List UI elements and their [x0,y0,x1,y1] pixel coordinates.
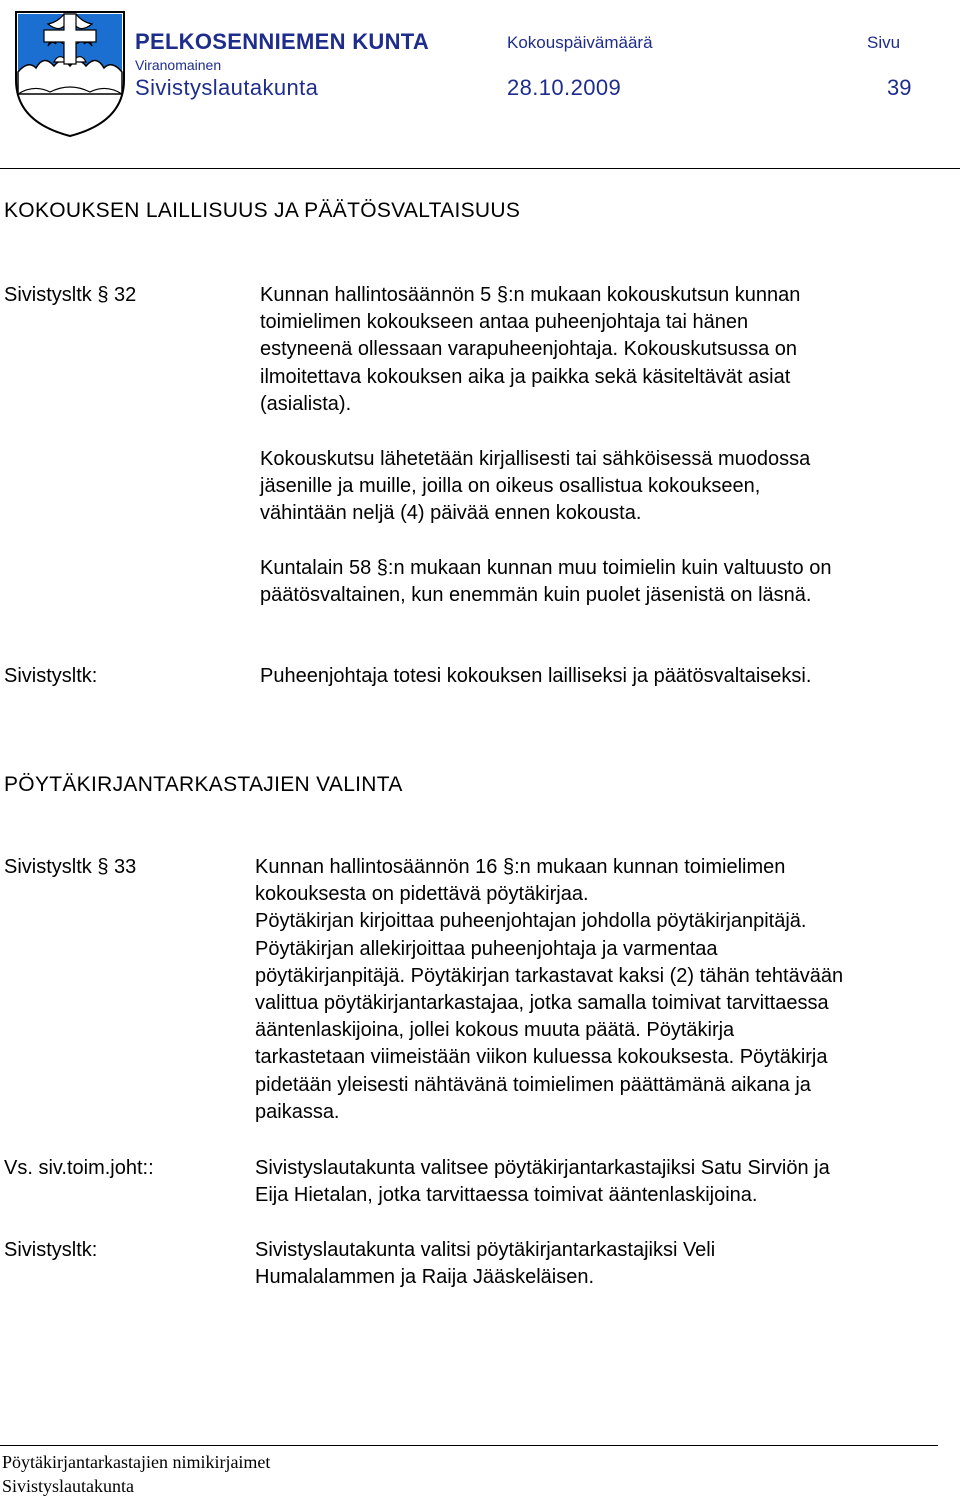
text-line: toimielimen kokoukseen antaa puheenjohtaja tai hänen [260,311,749,334]
meeting-date: 28.10.2009 [507,75,622,100]
meeting-date-label: Kokouspäivämäärä [507,33,653,52]
decision-text-33 [255,1237,955,1291]
page-label: Sivu [867,33,901,52]
item-32-paragraph-2 [260,446,960,528]
board-name: Sivistyslautakunta [135,75,319,100]
text-line: Sivistyslautakunta valitsee pöytäkirjantarkastajiksi Satu Sirviön ja [255,1157,830,1179]
text-line: pöytäkirjanpitäjä. Pöytäkirjan tarkastavat kaksi (2) tähän tehtävään [255,964,844,987]
text-line: Pöytäkirjan kirjoittaa puheenjohtajan johdolla pöytäkirjanpitäjä. [255,910,807,933]
authority-label: Viranomainen [135,57,222,73]
text-line: valittua pöytäkirjantarkastajaa, jotka samalla toimivat tarvittaessa [255,992,829,1015]
text-line: Sivistyslautakunta valitsi pöytäkirjantarkastajiksi Veli [255,1239,716,1261]
footer-board-name: Sivistyslautakunta [2,1476,134,1496]
text-line: (asialista). [260,392,352,415]
text-line: estyneenä ollessaan varapuheenjohtaja. Kokouskutsussa on [260,338,798,361]
organization-name: PELKOSENNIEMEN KUNTA [135,29,430,54]
header-divider [0,168,960,169]
text-line: kokouksesta on pidettävä pöytäkirjaa. [255,883,589,906]
item-label-33: Sivistysltk § 33 [4,856,137,878]
text-line: Humalalammen ja Raija Jääskeläisen. [255,1266,595,1289]
text-line: päätösvaltainen, kun enemmän kuin puolet jäsenistä on läsnä. [260,584,812,607]
decision-label-33: Sivistysltk: [4,1239,98,1261]
item-32-paragraph-3 [260,555,960,609]
page-number: 39 [887,75,912,100]
text-line: pidetään yleisesti nähtävänä toimielimen päättämänä aikana ja [255,1073,811,1096]
proposal-label: Vs. siv.toim.joht:: [4,1157,154,1179]
decision-text-32: Puheenjohtaja totesi kokouksen lailliseksi ja päätösvaltaiseksi. [260,665,812,687]
section-heading-inspectors: PÖYTÄKIRJANTARKASTAJIEN VALINTA [4,773,403,796]
coat-of-arms-icon [14,10,126,138]
proposal-text [255,1155,955,1209]
text-line: Pöytäkirjan allekirjoittaa puheenjohtaja ja varmentaa [255,937,718,960]
text-line: paikassa. [255,1100,340,1123]
text-line: Kuntalain 58 §:n mukaan kunnan muu toimielin kuin valtuusto on [260,557,832,579]
item-33-paragraph [255,854,955,1126]
item-32-paragraph-1 [260,282,960,418]
text-line: ilmoitettava kokouksen aika ja paikka sekä käsiteltävät asiat [260,365,791,388]
text-line: Kunnan hallintosäännön 5 §:n mukaan kokouskutsun kunnan [260,284,801,306]
text-line: tarkastetaan viimeistään viikon kuluessa kokouksesta. Pöytäkirja [255,1046,828,1069]
text-line: ääntenlaskijoina, jollei kokous muuta päätä. Pöytäkirja [255,1019,735,1042]
text-line: Eija Hietalan, jotka tarvittaessa toimivat ääntenlaskijoina. [255,1184,758,1207]
text-line: jäsenille ja muille, joilla on oikeus osallistua kokoukseen, [260,475,761,498]
text-line: vähintään neljä (4) päivää ennen kokousta. [260,502,642,525]
item-label-32: Sivistysltk § 32 [4,284,137,306]
footer-signature-line [0,1445,938,1446]
decision-label-32: Sivistysltk: [4,665,98,687]
section-heading-legality: KOKOUKSEN LAILLISUUS JA PÄÄTÖSVALTAISUUS [4,199,521,222]
text-line: Kokouskutsu lähetetään kirjallisesti tai sähköisessä muodossa [260,448,811,470]
text-line: Kunnan hallintosäännön 16 §:n mukaan kunnan toimielimen [255,856,786,878]
footer-initials-label: Pöytäkirjantarkastajien nimikirjaimet [2,1452,271,1472]
